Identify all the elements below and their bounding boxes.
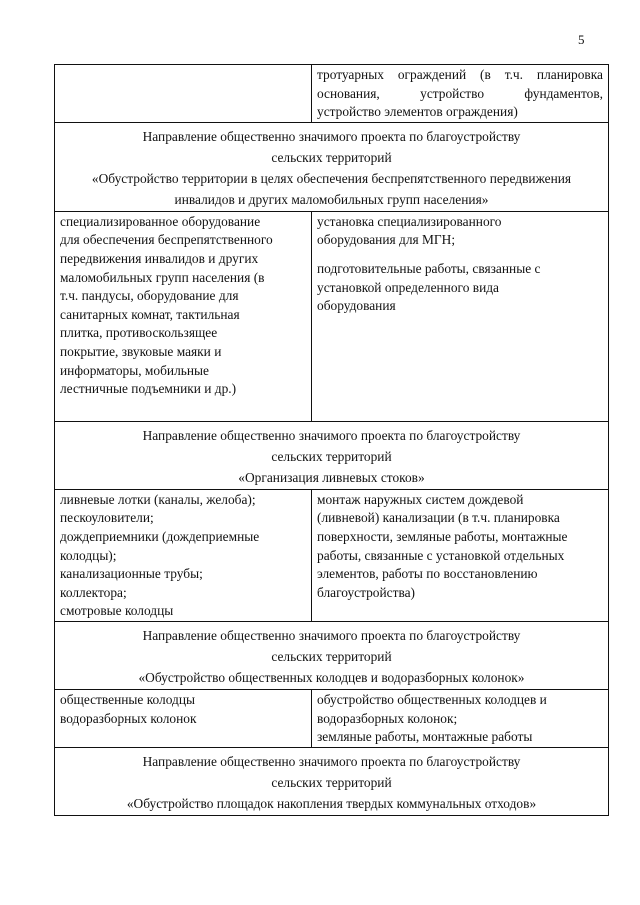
cell-line: покрытие, звуковые маяки и — [60, 343, 222, 359]
header-line: Направление общественно значимого проекта по благоустройству — [142, 753, 521, 769]
section-header-row — [55, 621, 609, 689]
cell-line: работы, связанные с установкой отдельных — [317, 547, 565, 563]
table-row — [55, 211, 609, 421]
cell-line: дождеприемники (дождеприемные — [60, 528, 260, 544]
cell-line: колодцы); — [60, 547, 117, 563]
table-cell — [312, 211, 609, 421]
header-line: Направление общественно значимого проекта по благоустройству — [142, 427, 521, 443]
header-line: «Обустройство территории в целях обеспечения беспрепятственного передвижения — [91, 170, 572, 186]
page-number: 5 — [578, 32, 585, 47]
section-header-row — [55, 747, 609, 815]
header-line: «Обустройство площадок накопления твердых коммунальных отходов» — [126, 795, 537, 811]
cell-line: благоустройства) — [317, 584, 416, 600]
table-row — [55, 689, 609, 747]
cell-line: для обеспечения беспрепятственного — [60, 232, 273, 248]
section-header — [55, 421, 609, 489]
cell-line: (ливневой) канализации (в т.ч. планировка — [317, 510, 560, 526]
cell-line: канализационные трубы; — [60, 566, 203, 582]
header-line: Направление общественно значимого проекта по благоустройству — [142, 128, 521, 144]
section-header-row — [55, 421, 609, 489]
header-line: «Обустройство общественных колодцев и водоразборных колонок» — [138, 669, 525, 685]
paragraph-gap — [317, 250, 603, 260]
table-cell — [55, 211, 312, 421]
header-line: сельских территорий — [271, 448, 392, 464]
cell-line: обустройство общественных колодцев и — [317, 691, 547, 707]
cell-line: оборудования для МГН; — [317, 232, 456, 248]
table-cell — [312, 489, 609, 621]
cell-line: установкой определенного вида — [317, 279, 499, 295]
cell-line: водоразборных колонок — [60, 710, 197, 726]
section-header — [55, 747, 609, 815]
cell-line: поверхности, земляные работы, монтажные — [317, 528, 568, 544]
cell-line: плитка, противоскользящее — [60, 325, 218, 341]
section-header — [55, 621, 609, 689]
cell-line: элементов, работы по восстановлению — [317, 566, 538, 582]
cell-line: водоразборных колонок; — [317, 710, 458, 726]
cell-line: общественные колодцы — [60, 691, 196, 707]
cell-line: передвижения инвалидов и других — [60, 250, 259, 266]
cell-line: оборудования — [317, 298, 396, 314]
header-line: инвалидов и других маломобильных групп населения» — [174, 191, 489, 207]
cell-line: смотровые колодцы — [60, 603, 174, 619]
cell-line: подготовительные работы, связанные с — [317, 260, 541, 276]
section-header-row — [55, 122, 609, 211]
table-cell — [312, 689, 609, 747]
cell-line: т.ч. пандусы, оборудование для — [60, 288, 239, 304]
cell-line: пескоуловители; — [60, 510, 154, 526]
table-cell-empty — [55, 65, 312, 123]
header-line: сельских территорий — [271, 774, 392, 790]
cell-line: санитарных комнат, тактильная — [60, 306, 240, 322]
table-row — [55, 489, 609, 621]
header-line: «Организация ливневых стоков» — [238, 469, 425, 485]
cell-line: тротуарных ограждений (в т.ч. планировка — [317, 67, 603, 82]
document-table — [54, 64, 609, 816]
cell-line: маломобильных групп населения (в — [60, 269, 265, 285]
cell-line: лестничные подъемники и др.) — [60, 381, 237, 397]
cell-line: устройство элементов ограждения) — [317, 104, 518, 120]
table-row — [55, 65, 609, 123]
table-cell — [312, 65, 609, 123]
header-line: Направление общественно значимого проекта по благоустройству — [142, 627, 521, 643]
cell-line: установка специализированного — [317, 213, 502, 229]
table-cell — [55, 489, 312, 621]
cell-line: основания, устройство фундаментов, — [317, 85, 603, 101]
cell-line: ливневые лотки (каналы, желоба); — [60, 491, 256, 507]
cell-line: специализированное оборудование — [60, 213, 261, 229]
cell-line: информаторы, мобильные — [60, 362, 209, 378]
cell-line: монтаж наружных систем дождевой — [317, 491, 524, 507]
header-line: сельских территорий — [271, 149, 392, 165]
cell-line: земляные работы, монтажные работы — [317, 729, 533, 745]
section-header — [55, 122, 609, 211]
table-cell — [55, 689, 312, 747]
cell-line: коллектора; — [60, 584, 127, 600]
header-line: сельских территорий — [271, 648, 392, 664]
